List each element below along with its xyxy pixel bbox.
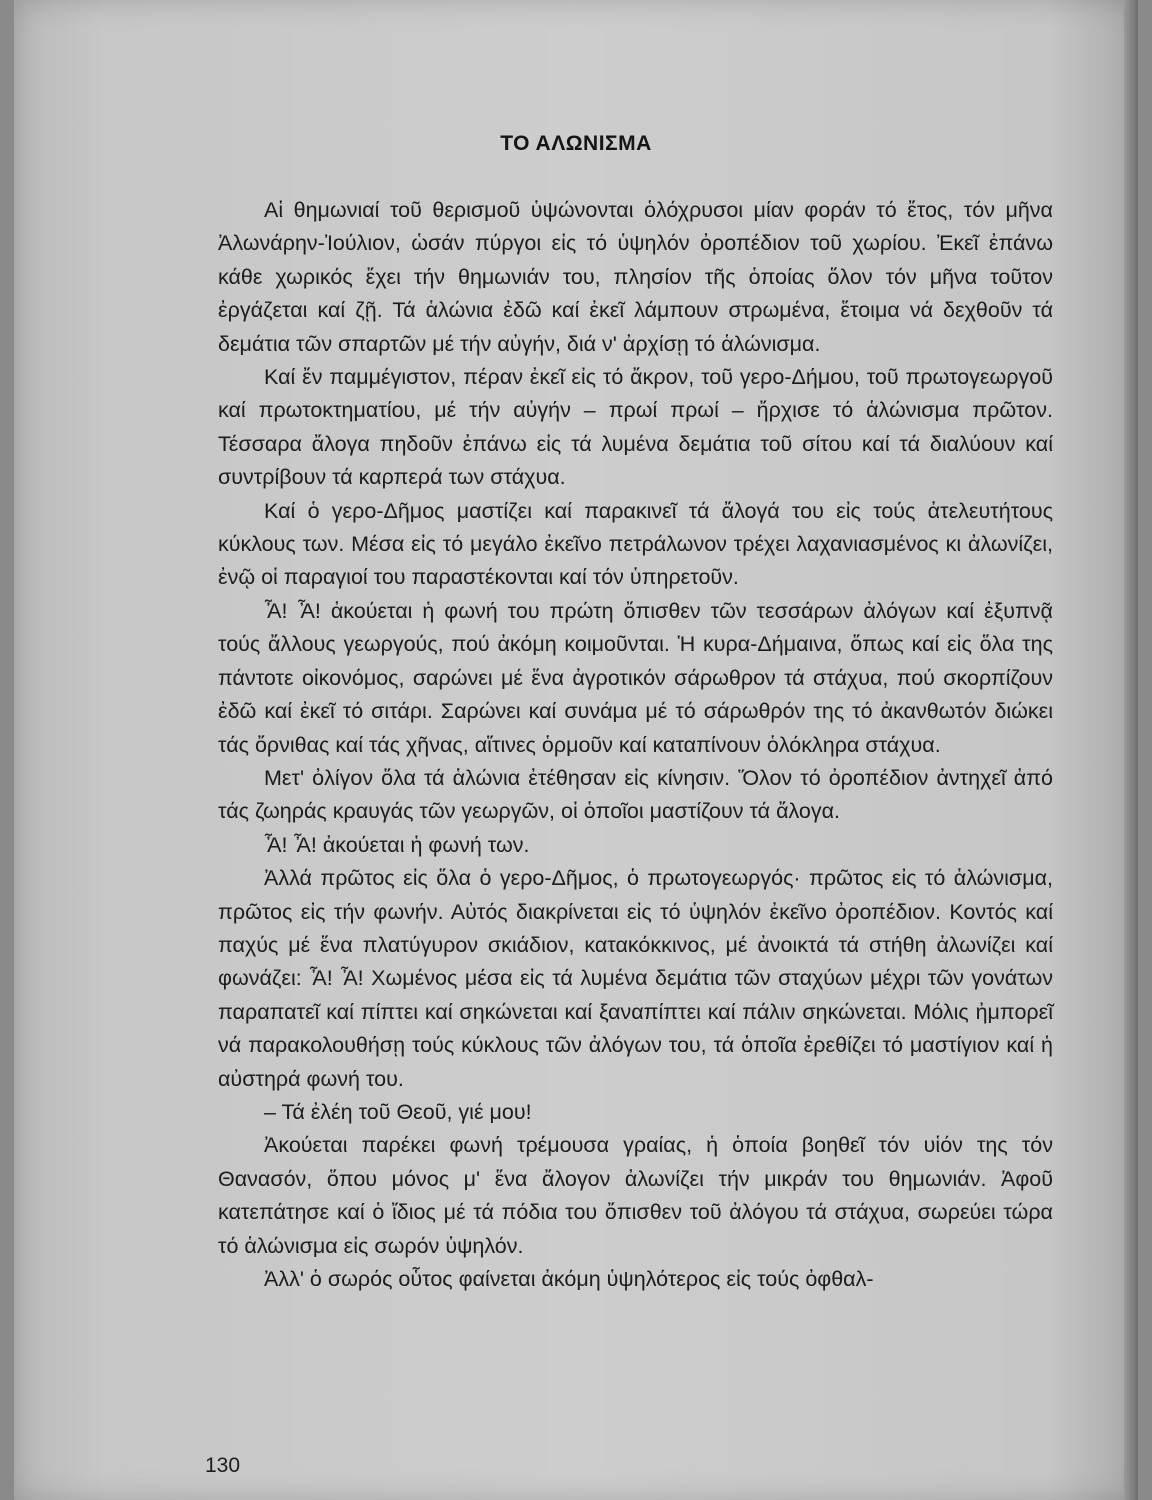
body-text bbox=[218, 194, 1053, 1296]
paragraph: Καί ἔν παμμέγιστον, πέραν ἐκεῖ εἰς τό ἄκρον, τοῦ γερο-Δήμου, τοῦ πρωτογεωργοῦ καί πρωτοκτηματίου, μέ τήν αὐγήν – πρωί πρωί – ἤρχισε τό ἁλώνισμα πρῶτον. Τέσσαρα ἄλογα πηδοῦν ἐπάνω εἰς τά λυμένα δεμάτια τοῦ σίτου καί τά διαλύουν καί συντρίβουν τά καρπερά των στάχυα. bbox=[218, 365, 1053, 490]
paragraph: Ἀκούεται παρέκει φωνή τρέμουσα γραίας, ἡ ὁποία βοηθεῖ τόν υἱόν της τόν Θανασόν, ὅπου μόνος μ' ἕνα ἄλογον ἀλωνίζει τήν μικράν του θημωνιάν. Ἀφοῦ κατεπάτησε καί ὁ ἴδιος μέ τά πόδια του ὄπισθεν τοῦ ἀλόγου τά στάχυα, σωρεύει τώρα τό ἁλώνισμα εἰς σωρόν ὑψηλόν. bbox=[218, 1133, 1053, 1258]
paragraph: Αἱ θημωνιαί τοῦ θερισμοῦ ὑψώνονται ὁλόχρυσοι μίαν φοράν τό ἔτος, τόν μῆνα Ἀλωνάρην-Ἰούλιον, ὡσάν πύργοι εἰς τό ὑψηλόν ὀροπέδιον τοῦ χωρίου. Ἐκεῖ ἐπάνω κάθε χωρικός ἔχει τήν θημωνιάν του, πλησίον τῆς ὁποίας ὅλον τόν μῆνα τοῦτον ἐργάζεται καί ζῇ. Τά ἁλώνια ἐδῶ καί ἐκεῖ λάμπουν στρωμένα, ἕτοιμα νά δεχθοῦν τά δεμάτια τῶν σπαρτῶν μέ τήν αὐγήν, διά ν' ἀρχίσῃ τό ἁλώνισμα. bbox=[218, 198, 1053, 356]
paragraph: Μετ' ὀλίγον ὅλα τά ἁλώνια ἐτέθησαν εἰς κίνησιν. Ὅλον τό ὀροπέδιον ἀντηχεῖ ἀπό τάς ζωηράς κραυγάς τῶν γεωργῶν, οἱ ὁποῖοι μαστίζουν τά ἄλογα. bbox=[218, 765, 1053, 824]
paragraph: Ἆ! Ἆ! ἀκούεται ἡ φωνή του πρώτη ὄπισθεν τῶν τεσσάρων ἀλόγων καί ἐξυπνᾷ τούς ἄλλους γεωργούς, πού ἀκόμη κοιμοῦνται. Ἡ κυρα-Δήμαινα, ὅπως καί εἰς ὅλα της πάντοτε οἰκονόμος, σαρώνει μέ ἕνα ἀγροτικόν σάρωθρον τά στάχυα, πού σκορπίζουν ἐδῶ καί ἐκεῖ τό σιτάρι. Σαρώνει καί συνάμα μέ τό σάρωθρόν της τό ἀκανθωτόν διώκει τάς ὄρνιθας καί τάς χῆνας, αἵτινες ὁρμοῦν καί καταπίνουν ὁλόκληρα στάχυα. bbox=[218, 598, 1053, 757]
page-number: 130 bbox=[205, 1454, 241, 1477]
page-edge-shadow bbox=[1124, 0, 1138, 1500]
paragraph: – Τά ἐλέη τοῦ Θεοῦ, γιέ μου! bbox=[264, 1099, 532, 1124]
paragraph: Ἀλλά πρῶτος εἰς ὅλα ὁ γερο-Δῆμος, ὁ πρωτογεωργός· πρῶτος εἰς τό ἁλώνισμα, πρῶτος εἰς τήν φωνήν. Αὐτός διακρίνεται εἰς τό ὑψηλόν ἐκεῖνο ὀροπέδιον. Κοντός καί παχύς μέ ἕνα πλατύγυρον σκιάδιον, κατακόκκινος, μέ ἀνοικτά τά στήθη ἀλωνίζει καί φωνάζει: Ἆ! Ἆ! Χωμένος μέσα εἰς τά λυμένα δεμάτια τῶν σταχύων μέχρι τῶν γονάτων παραπατεῖ καί πίπτει καί σηκώνεται καί ξαναπίπτει καί πάλιν σηκώνεται. Μόλις ἠμπορεῖ νά παρακολουθήσῃ τούς κύκλους τῶν ἀλόγων του, τά ὁποῖα ἐρεθίζει τό μαστίγιον καί ἡ αὐστηρά φωνή του. bbox=[218, 866, 1053, 1091]
chapter-title: ΤΟ ΑΛΩΝΙΣΜΑ bbox=[500, 132, 652, 155]
paragraph: Ἆ! Ἆ! ἀκούεται ἡ φωνή των. bbox=[264, 832, 530, 857]
paragraph: Ἀλλ' ὁ σωρός οὗτος φαίνεται ἀκόμη ὑψηλότερος εἰς τούς ὀφθαλ- bbox=[264, 1267, 874, 1291]
paragraph: Καί ὁ γερο-Δῆμος μαστίζει καί παρακινεῖ τά ἄλογά του εἰς τούς ἀτελευτήτους κύκλους των. Μέσα εἰς τό μεγάλο ἐκεῖνο πετράλωνον τρέχει λαχανιασμένος κι ἀλωνίζει, ἐνῷ οἱ παραγιοί του παραστέκονται καί τόν ὑπηρετοῦν. bbox=[218, 498, 1053, 590]
